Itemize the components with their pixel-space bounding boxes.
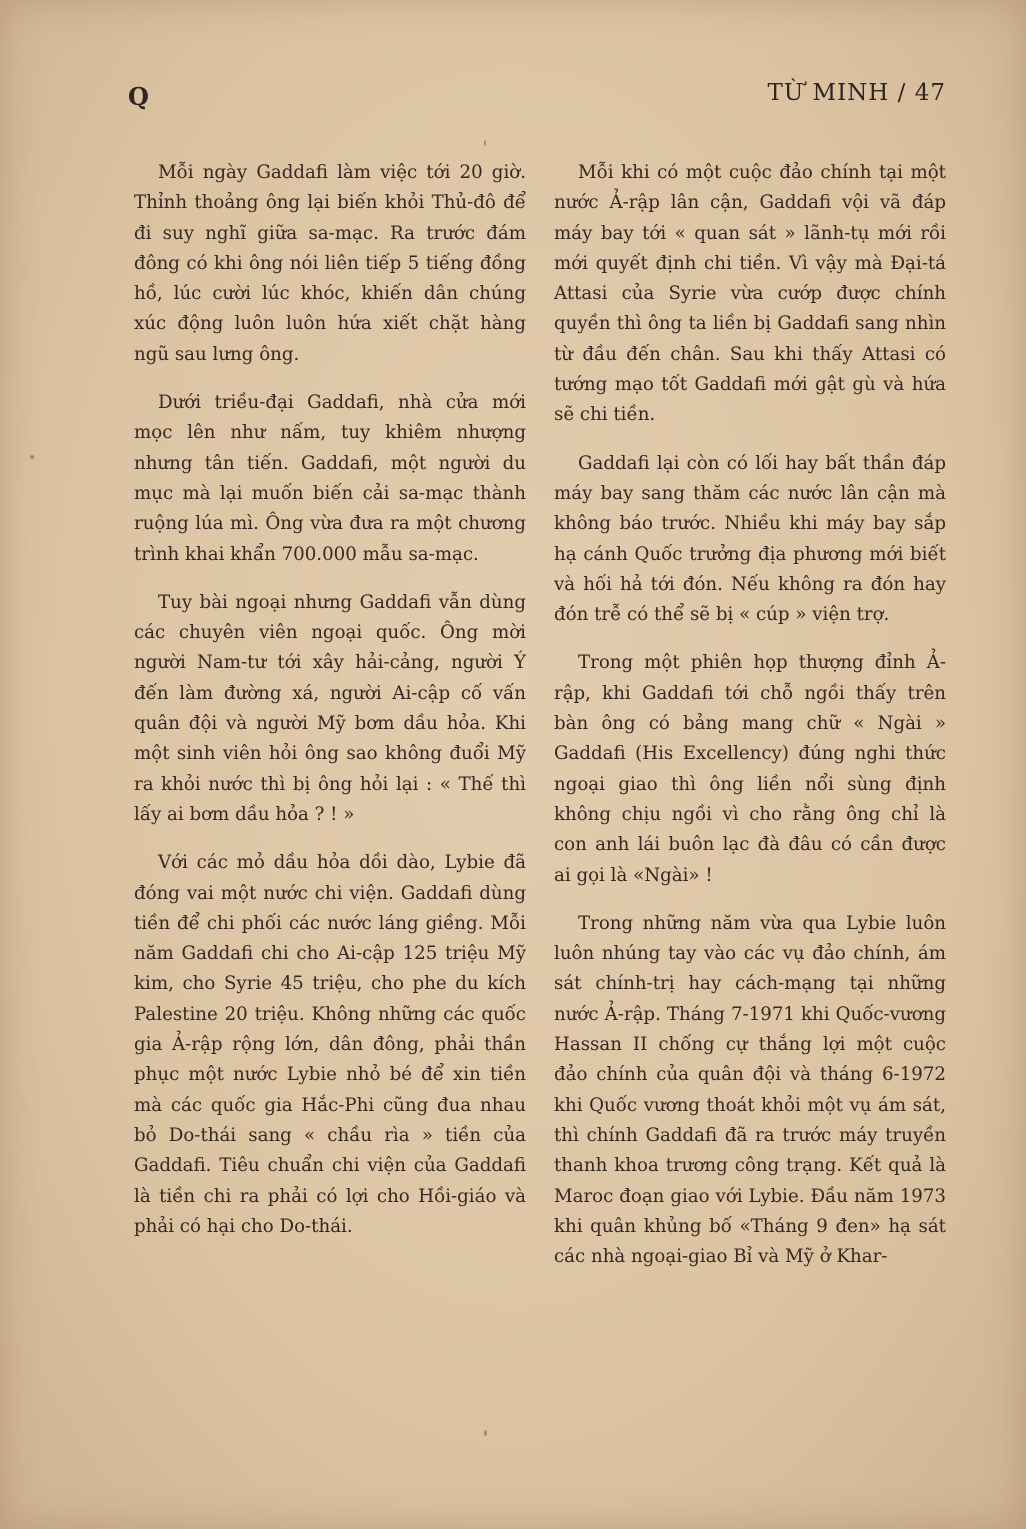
paper-speck: [484, 1430, 487, 1436]
paper-speck: [30, 455, 34, 459]
paragraph: Gaddafi lại còn có lối hay bất thần đáp máy bay sang thăm các nước lân cận mà không báo trước. Nhiều khi máy bay sắp hạ cánh Quốc trưởng địa phương mới biết và hối hả tới đón. Nếu không ra đón hay đón trễ có thể sẽ bị « cúp » viện trợ.: [554, 452, 946, 626]
paragraph: Mỗi ngày Gaddafi làm việc tới 20 giờ. Thỉnh thoảng ông lại biến khỏi Thủ-đô để đi suy nghĩ giữa sa-mạc. Ra trước đám đông có khi ông nói liên tiếp 5 tiếng đồng hồ, lúc cười lúc khóc, khiến dân chúng xúc động luôn luôn hứa xiết chặt hàng ngũ sau lưng ông.: [134, 162, 526, 365]
page-header: [128, 76, 946, 112]
running-head: TỪ MINH / 47: [767, 80, 946, 106]
paper-speck: [484, 140, 486, 146]
publisher-logo: Q: [128, 82, 149, 111]
paragraph: Dưới triều-đại Gaddafi, nhà cửa mới mọc lên như nấm, tuy khiêm nhượng nhưng tân tiến. Gaddafi, một người du mục mà lại muốn biến cải sa-mạc thành ruộng lúa mì. Ông vừa đưa ra một chương trình khai khẩn 700.000 mẫu sa-mạc.: [134, 392, 526, 565]
paragraph: Tuy bài ngoại nhưng Gaddafi vẫn dùng các chuyên viên ngoại quốc. Ông mời người Nam-tư tới xây hải-cảng, người Ý đến làm đường xá, người Ai-cập cố vấn quân đội và người Mỹ bơm dầu hỏa. Khi một sinh viên hỏi ông sao không đuổi Mỹ ra khỏi nước thì bị ông hỏi lại : « Thế thì lấy ai bơm dầu hỏa ? ! »: [134, 591, 526, 825]
paragraph: Trong những năm vừa qua Lybie luôn luôn nhúng tay vào các vụ đảo chính, ám sát chính-trị hay cách-mạng tại những nước Ả-rập. Tháng 7-1971 khi Quốc-vương Hassan II chống cự thắng lợi một cuộc đảo chính của quân đội và tháng 6-1972 khi Quốc vương thoát khỏi một vụ ám sát, thì chính Gaddafi đã ra trước máy truyền thanh khoa trương công trạng. Kết quả là Maroc đoạn giao với Lybie. Đầu năm 1973 khi quân khủng bố «Tháng 9 đen» hạ sát các nhà ngoại-giao Bỉ và Mỹ ở Khar-: [554, 912, 946, 1268]
left-column: [134, 158, 526, 1260]
right-column: [554, 158, 946, 1290]
paragraph: Với các mỏ dầu hỏa dồi dào, Lybie đã đóng vai một nước chi viện. Gaddafi dùng tiền để chi phối các nước láng giềng. Mỗi năm Gaddafi chi cho Ai-cập 125 triệu Mỹ kim, cho Syrie 45 triệu, cho phe du kích Palestine 20 triệu. Không những các quốc gia Ả-rập rộng lớn, dân đông, phải thần phục một nước Lybie nhỏ bé để xin tiền mà các quốc gia Hắc-Phi cũng đua nhau bỏ Do-thái sang « chầu rìa » tiền của Gaddafi. Tiêu chuẩn chi viện của Gaddafi là tiền chi ra phải có lợi cho Hồi-giáo và phải có hại cho Do-thái.: [134, 852, 526, 1237]
paragraph: Trong một phiên họp thượng đỉnh Ả-rập, khi Gaddafi tới chỗ ngồi thấy trên bàn ông có bảng mang chữ « Ngài » Gaddafi (His Excellency) đúng nghi thức ngoại giao thì ông liền nổi sùng định không chịu ngồi vì cho rằng ông chỉ là con anh lái buôn lạc đà đâu có cần được ai gọi là «Ngài» !: [554, 652, 946, 886]
paragraph: Mỗi khi có một cuộc đảo chính tại một nước Ả-rập lân cận, Gaddafi vội vã đáp máy bay tới « quan sát » lãnh-tụ mới rồi mới quyết định chi tiền. Vì vậy mà Đại-tá Attasi của Syrie vừa cướp được chính quyền thì ông ta liền bị Gaddafi sang nhìn từ đầu đến chân. Sau khi thấy Attasi có tướng mạo tốt Gaddafi mới gật gù và hứa sẽ chi tiền.: [554, 162, 946, 426]
